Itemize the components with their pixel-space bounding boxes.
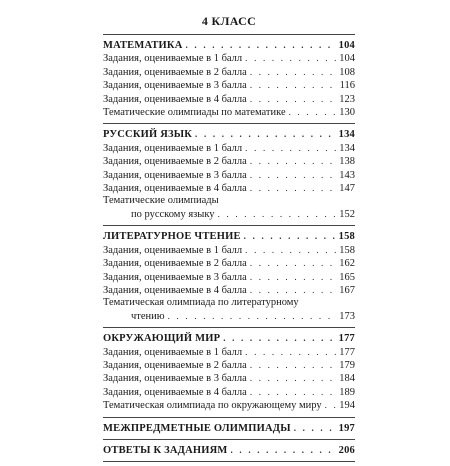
toc-entry-line1[interactable]: Тематическая олимпиада по литературному [103,297,299,309]
section-heading-answers[interactable] [103,444,355,457]
dot-leader [250,386,336,398]
dot-leader [250,93,336,105]
page-number: 167 [339,284,355,296]
page-number: 116 [339,80,355,92]
entry-label: Задания, оцениваемые в 3 балла [103,169,247,181]
section-heading[interactable] [103,39,355,52]
entry-label: Задания, оцениваемые в 2 балла [103,359,247,371]
heading-label: ЛИТЕРАТУРНОЕ ЧТЕНИЕ [103,231,241,243]
dot-leader [250,372,336,384]
page-number: 123 [339,93,355,105]
toc-entry[interactable] [103,346,355,359]
toc-entry[interactable] [103,284,355,297]
toc-entry[interactable] [103,155,355,168]
page-number: 152 [339,208,355,220]
section-divider [103,461,355,462]
section-heading[interactable] [103,332,355,345]
toc-entry[interactable] [103,386,355,399]
entry-label: Задания, оцениваемые в 3 балла [103,80,247,92]
dot-leader [250,359,336,371]
page-number: 177 [339,346,355,358]
page-number: 189 [339,386,355,398]
entry-label: Задания, оцениваемые в 4 балла [103,284,247,296]
toc-entry[interactable] [103,182,355,195]
page-number: 138 [339,156,355,168]
page-number: 177 [338,333,355,345]
entry-label: по русскому языку [131,208,215,220]
dot-leader [250,79,336,91]
page-number: 108 [339,66,355,78]
section-divider [103,417,355,418]
toc-entry[interactable] [103,169,355,182]
section-heading-interdisciplinary[interactable] [103,422,355,435]
section-russian-language [103,128,355,221]
dot-leader [250,182,336,194]
dot-leader [245,142,336,154]
dot-leader [245,244,336,256]
section-divider [103,439,355,440]
page-number: 165 [339,271,355,283]
dot-leader [195,128,336,140]
page-number: 104 [338,40,355,51]
section-divider [103,34,355,35]
entry-label: Задания, оцениваемые в 1 балл [103,53,243,65]
dot-leader [245,346,336,358]
dot-leader [168,310,336,322]
toc-entry[interactable] [103,142,355,155]
toc-entry[interactable] [103,372,355,385]
entry-label: Задания, оцениваемые в 4 балла [103,386,247,398]
heading-label: ОКРУЖАЮЩИЙ МИР [103,333,221,345]
dot-leader [186,39,336,51]
toc-entry[interactable] [103,257,355,270]
page-number: 162 [339,258,355,270]
toc-entry-continuation[interactable] [103,310,355,323]
toc-entry[interactable] [103,399,355,412]
page-number: 173 [339,310,355,322]
heading-label: РУССКИЙ ЯЗЫК [103,129,193,141]
section-heading[interactable] [103,128,355,141]
dot-leader [244,230,336,242]
heading-label: ОТВЕТЫ К ЗАДАНИЯМ [103,444,228,456]
section-heading[interactable] [103,230,355,243]
entry-label: Тематическая олимпиада по окружающему миру [103,400,322,412]
page-number: 206 [338,444,355,456]
toc-entry[interactable] [103,93,355,106]
section-mathematics [103,39,355,119]
dot-leader [223,332,335,344]
dot-leader [325,399,336,411]
heading-label: МЕЖПРЕДМЕТНЫЕ ОЛИМПИАДЫ [103,422,291,434]
page-title: 4 КЛАСС [201,14,257,28]
entry-label: чтению [131,310,165,322]
toc-entry[interactable] [103,244,355,257]
entry-label: Задания, оцениваемые в 3 балла [103,271,247,283]
toc-entry-continuation[interactable] [103,208,355,221]
page-number: 194 [339,400,355,412]
dot-leader [218,208,336,220]
section-divider [103,123,355,124]
entry-label: Задания, оцениваемые в 3 балла [103,373,247,385]
page-number: 158 [338,231,355,243]
dot-leader [231,444,336,456]
dot-leader [250,257,336,269]
dot-leader [250,271,336,283]
toc-entry[interactable] [103,359,355,372]
section-divider [103,225,355,226]
dot-leader [250,169,336,181]
page-number: 179 [339,359,355,371]
entry-label: Задания, оцениваемые в 1 балл [103,346,243,358]
dot-leader [294,422,336,434]
toc-entry[interactable] [103,79,355,92]
page-number: 158 [339,244,355,256]
toc-entry[interactable] [103,106,355,119]
page-number: 104 [339,53,355,65]
entry-label: Задания, оцениваемые в 2 балла [103,258,247,270]
dot-leader [250,155,336,167]
toc-entry[interactable] [103,66,355,79]
toc-entry[interactable] [103,271,355,284]
dot-leader [250,66,336,78]
entry-label: Задания, оцениваемые в 4 балла [103,183,247,195]
page-number: 147 [339,183,355,195]
entry-label: Задания, оцениваемые в 4 балла [103,93,247,105]
entry-label: Задания, оцениваемые в 1 балл [103,244,243,256]
page-number: 134 [338,129,355,141]
entry-label: Тематические олимпиады по математике [103,107,286,119]
dot-leader [250,284,336,296]
entry-label: Задания, оцениваемые в 1 балл [103,142,243,154]
dot-leader [289,106,336,118]
heading-label: МАТЕМАТИКА [103,40,183,51]
toc-entry[interactable] [103,52,355,65]
entry-label: Задания, оцениваемые в 2 балла [103,66,247,78]
section-divider [103,327,355,328]
dot-leader [245,52,336,64]
toc-entry-line1[interactable]: Тематические олимпиады [103,195,219,207]
section-literary-reading [103,230,355,323]
page-number: 184 [339,373,355,385]
section-world-around [103,332,355,412]
entry-label: Задания, оцениваемые в 2 балла [103,156,247,168]
page-number: 197 [338,422,355,434]
table-of-contents [103,14,355,466]
page-number: 130 [339,107,355,119]
page-number: 143 [339,169,355,181]
page-number: 134 [339,142,355,154]
